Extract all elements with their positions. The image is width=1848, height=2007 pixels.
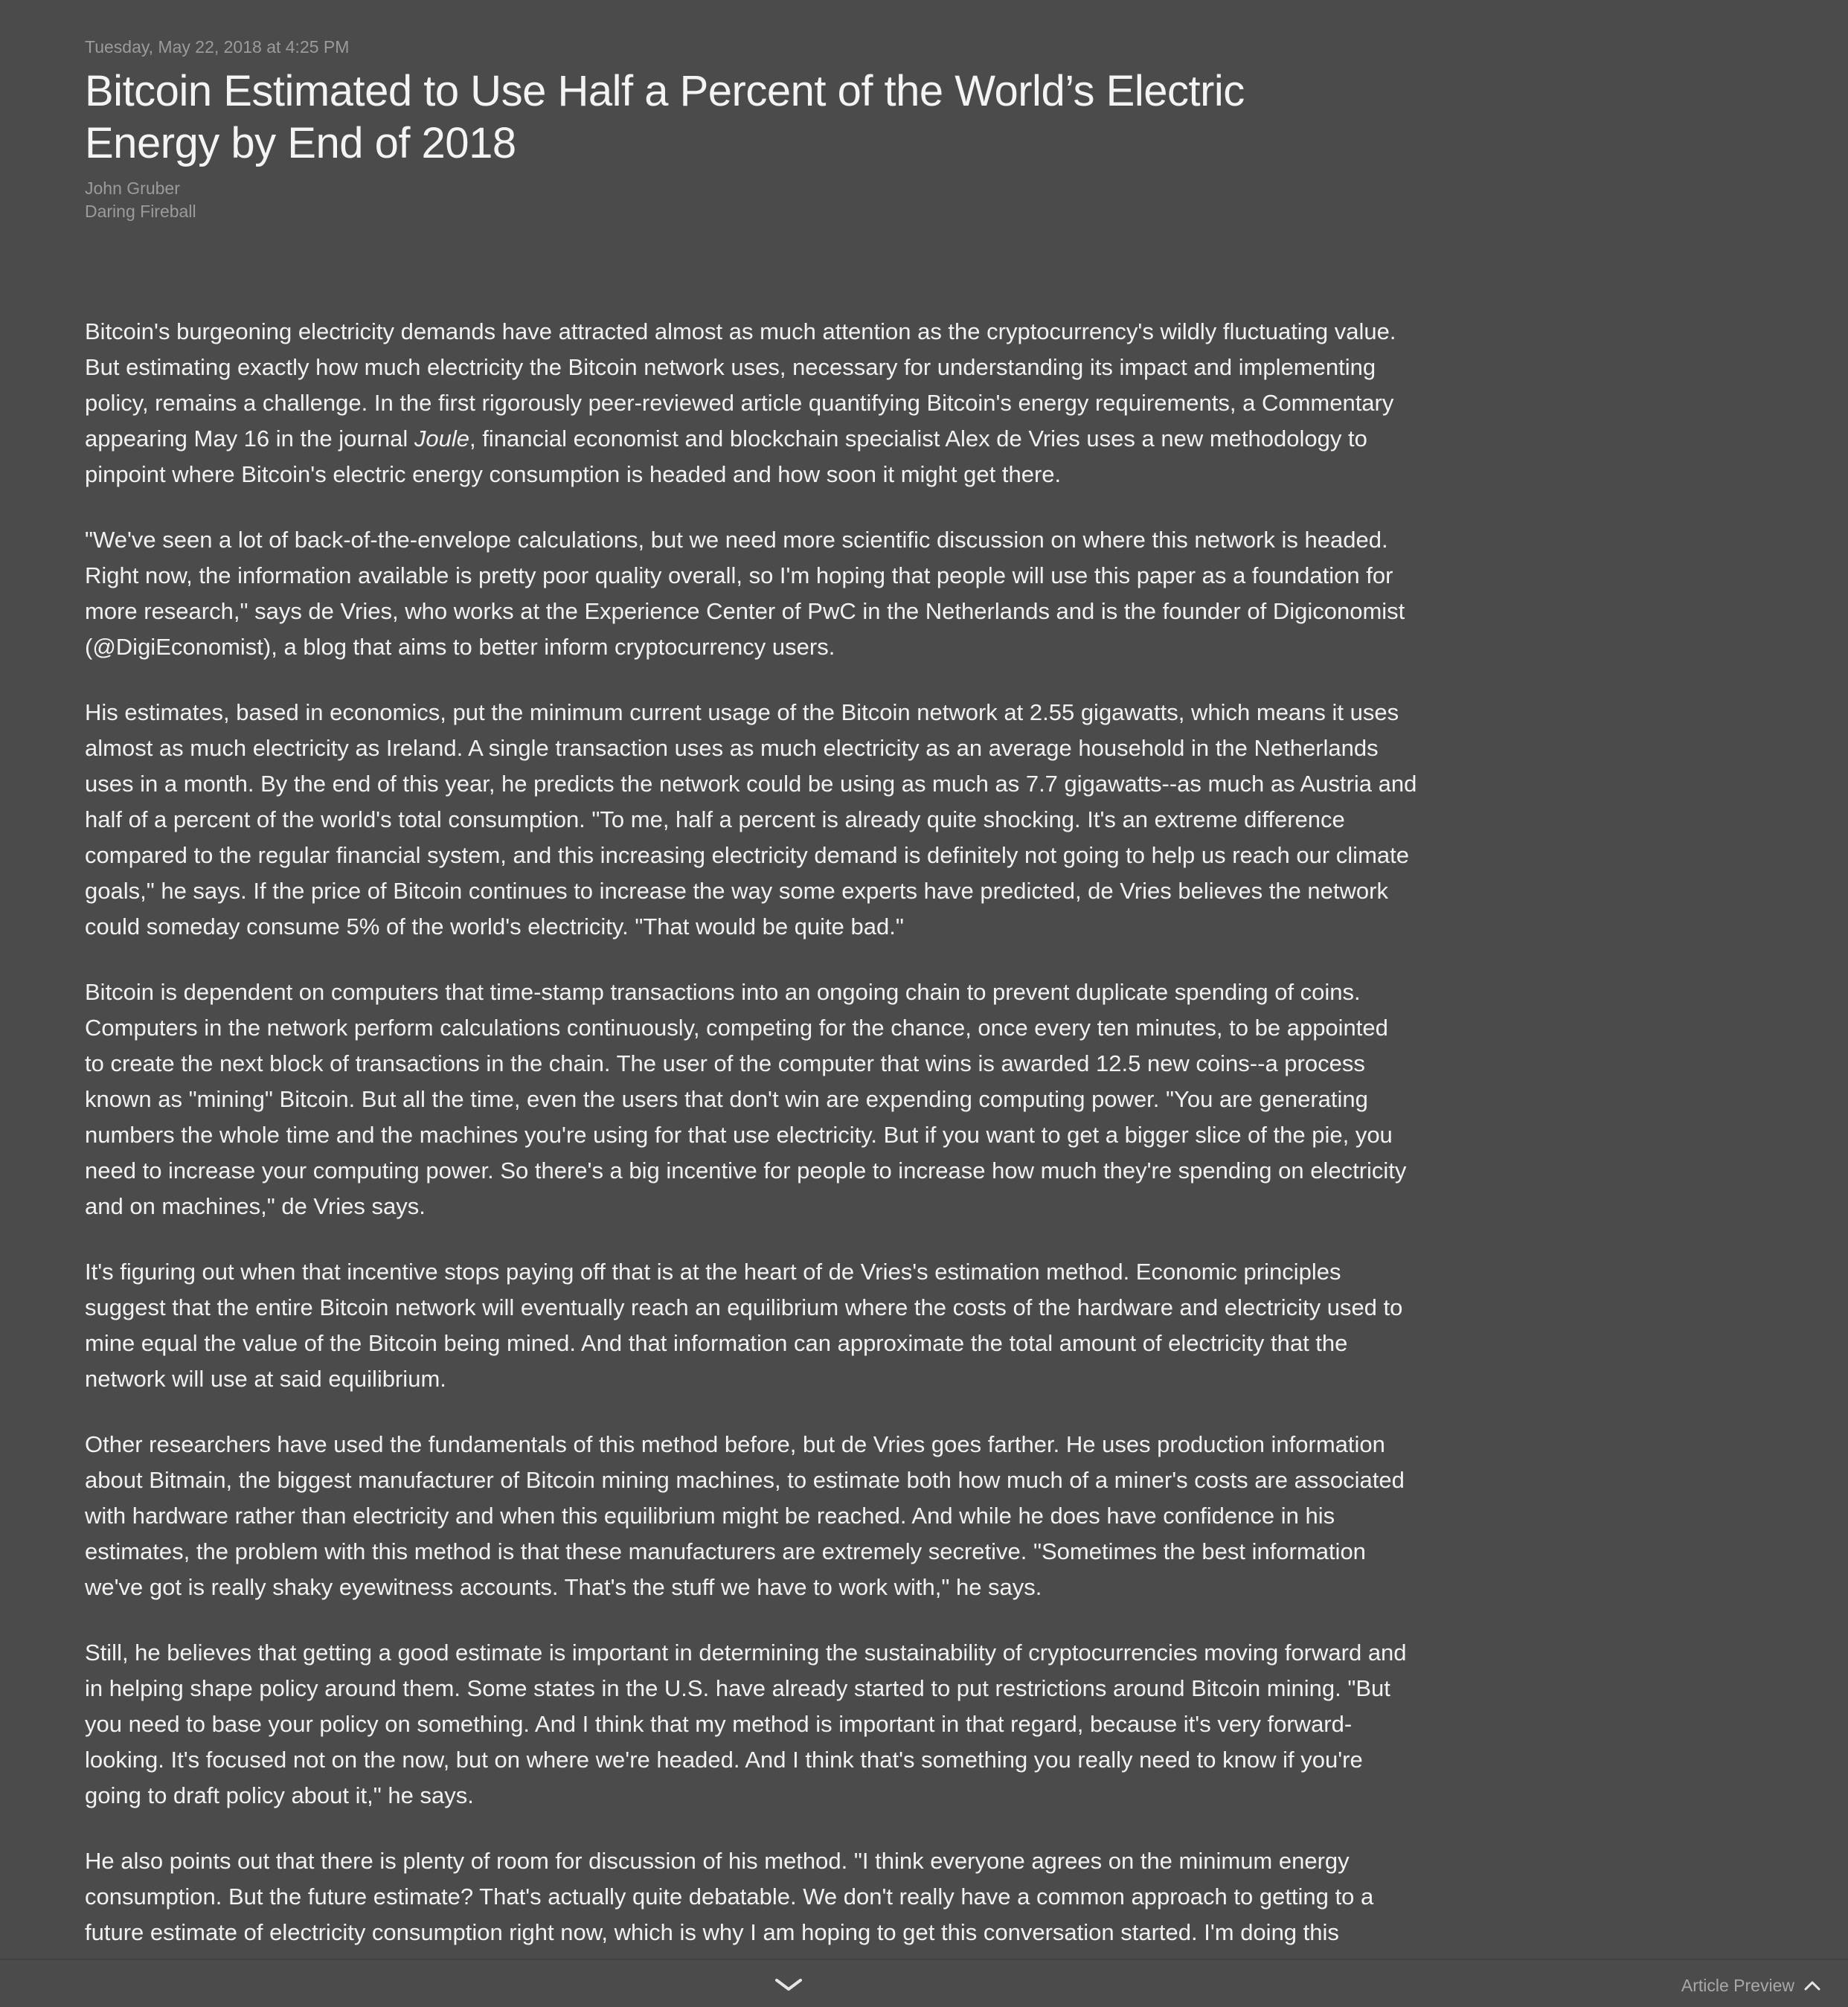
paragraph-line [85, 421, 1498, 457]
paragraph [85, 695, 1498, 945]
article-date: Tuesday, May 22, 2018 at 4:25 PM [85, 37, 350, 57]
paragraph-line: you need to base your policy on something. And I think that my method is important in that regard, because it's very forward- [85, 1711, 1353, 1737]
paragraph-line: could someday consume 5% of the world's electricity. "That would be quite bad." [85, 913, 904, 940]
paragraph-line: goals," he says. If the price of Bitcoin continues to increase the way some experts have predicted, de Vries believes the network [85, 878, 1388, 904]
chevron-down-icon [774, 1977, 803, 1994]
paragraph [85, 1427, 1498, 1605]
paragraph-line: Still, he believes that getting a good estimate is important in determining the sustainability of cryptocurrencies moving forward and [85, 1640, 1407, 1666]
scroll-down-button[interactable] [774, 1977, 803, 1994]
paragraph-line: pinpoint where Bitcoin's electric energy consumption is headed and how soon it might get there. [85, 461, 1062, 487]
paragraph-line: policy, remains a challenge. In the first rigorously peer-reviewed article quantifying Bitcoin's energy requirements, a Commentary [85, 390, 1394, 416]
paragraph-line: and on machines," de Vries says. [85, 1193, 426, 1219]
line-text: appearing May 16 in the journal [85, 426, 414, 452]
paragraph-line: uses in a month. By the end of this year, he predicts the network could be using as much as 7.7 gigawatts--as much as Austria and [85, 771, 1417, 797]
paragraph [85, 974, 1498, 1224]
paragraph-line: Bitcoin is dependent on computers that time-stamp transactions into an ongoing chain to prevent duplicate spending of coins. [85, 979, 1361, 1005]
paragraph-line: (@DigiEconomist), a blog that aims to better inform cryptocurrency users. [85, 634, 835, 660]
paragraph-line: looking. It's focused not on the now, but on where we're headed. And I think that's something you really need to know if you're [85, 1747, 1363, 1773]
paragraph-line: numbers the whole time and the machines you're using for that use electricity. But if you want to get a bigger slice of the pie, you [85, 1122, 1393, 1148]
paragraph-line: more research," says de Vries, who works at the Experience Center of PwC in the Netherlands and is the founder of Digiconomist [85, 598, 1405, 624]
paragraph-line: need to increase your computing power. So there's a big incentive for people to increase how much they're spending on electricity [85, 1157, 1407, 1184]
article-preview-toggle[interactable] [1681, 1972, 1821, 1999]
paragraph [85, 1254, 1498, 1397]
footer-bar [0, 1960, 1848, 2007]
paragraph-line: with hardware rather than electricity and when this equilibrium might be reached. And while he does have confidence in his [85, 1503, 1335, 1529]
paragraph-line: compared to the regular financial system, and this increasing electricity demand is definitely not going to help us reach our climate [85, 842, 1409, 868]
paragraph-line: known as "mining" Bitcoin. But all the time, even the users that don't win are expending computing power. "You are generating [85, 1086, 1368, 1112]
paragraph [85, 1635, 1498, 1814]
paragraph [85, 522, 1498, 665]
paragraph-line: going to draft policy about it," he says. [85, 1782, 474, 1808]
paragraph-line: about Bitmain, the biggest manufacturer of Bitcoin mining machines, to estimate both how much of a miner's costs are associated [85, 1467, 1405, 1493]
paragraph-line: "We've seen a lot of back-of-the-envelope calculations, but we need more scientific discussion on where this network is headed. [85, 527, 1388, 553]
paragraph-line: It's figuring out when that incentive stops paying off that is at the heart of de Vries's estimation method. Economic principles [85, 1259, 1341, 1285]
title-line: Bitcoin Estimated to Use Half a Percent of the World’s Electric [85, 67, 1245, 115]
paragraph-line: in helping shape policy around them. Some states in the U.S. have already started to put restrictions around Bitcoin mining. "But [85, 1675, 1390, 1701]
paragraph-line: But estimating exactly how much electricity the Bitcoin network uses, necessary for understanding its impact and implementing [85, 354, 1376, 380]
paragraph-line: Computers in the network perform calculations continuously, competing for the chance, once every ten minutes, to be appointed [85, 1015, 1388, 1041]
paragraph-line: estimates, the problem with this method is that these manufacturers are extremely secretive. "Sometimes the best information [85, 1538, 1366, 1564]
article-title [85, 65, 1245, 170]
paragraph-line: suggest that the entire Bitcoin network will eventually reach an equilibrium where the costs of the hardware and electricity used to [85, 1294, 1403, 1320]
paragraph-line: almost as much electricity as Ireland. A single transaction uses as much electricity as an average household in the Netherlands [85, 735, 1379, 761]
paragraph-line: He also points out that there is plenty of room for discussion of his method. "I think everyone agrees on the minimum energy [85, 1848, 1350, 1874]
paragraph-line: Bitcoin's burgeoning electricity demands have attracted almost as much attention as the cryptocurrency's wildly fluctuating value. [85, 318, 1396, 344]
paragraph-line: to create the next block of transactions in the chain. The user of the computer that wins is awarded 12.5 new coins--a process [85, 1050, 1365, 1076]
paragraph-line: Right now, the information available is pretty poor quality overall, so I'm hoping that people will use this paper as a foundation for [85, 562, 1393, 588]
source-name: Daring Fireball [85, 202, 196, 221]
paragraph-line: consumption. But the future estimate? That's actually quite debatable. We don't really have a common approach to getting to a [85, 1884, 1374, 1910]
line-text: , financial economist and blockchain specialist Alex de Vries uses a new methodology to [469, 426, 1367, 452]
article-preview-label: Article Preview [1681, 1975, 1794, 1995]
paragraph [85, 314, 1498, 492]
paragraph-line: network will use at said equilibrium. [85, 1366, 446, 1392]
paragraph-line: mine equal the value of the Bitcoin being mined. And that information can approximate the total amount of electricity that the [85, 1330, 1348, 1356]
chevron-up-icon [1803, 1979, 1821, 1991]
journal-name: Joule [414, 426, 470, 452]
paragraph-line: we've got is really shaky eyewitness accounts. That's the stuff we have to work with," he says. [85, 1574, 1042, 1600]
article-body [85, 314, 1498, 1959]
paragraph-line: half of a percent of the world's total consumption. "To me, half a percent is already quite shocking. It's an extreme difference [85, 806, 1345, 832]
byline [85, 177, 196, 223]
title-line: Energy by End of 2018 [85, 119, 516, 167]
paragraph-line: His estimates, based in economics, put the minimum current usage of the Bitcoin network at 2.55 gigawatts, which means it uses [85, 699, 1399, 725]
paragraph-line: Other researchers have used the fundamentals of this method before, but de Vries goes farther. He uses production information [85, 1431, 1385, 1457]
paragraph [85, 1843, 1498, 1950]
author: John Gruber [85, 179, 180, 198]
paragraph-line: future estimate of electricity consumption right now, which is why I am hoping to get this conversation started. I'm doing this [85, 1919, 1339, 1945]
